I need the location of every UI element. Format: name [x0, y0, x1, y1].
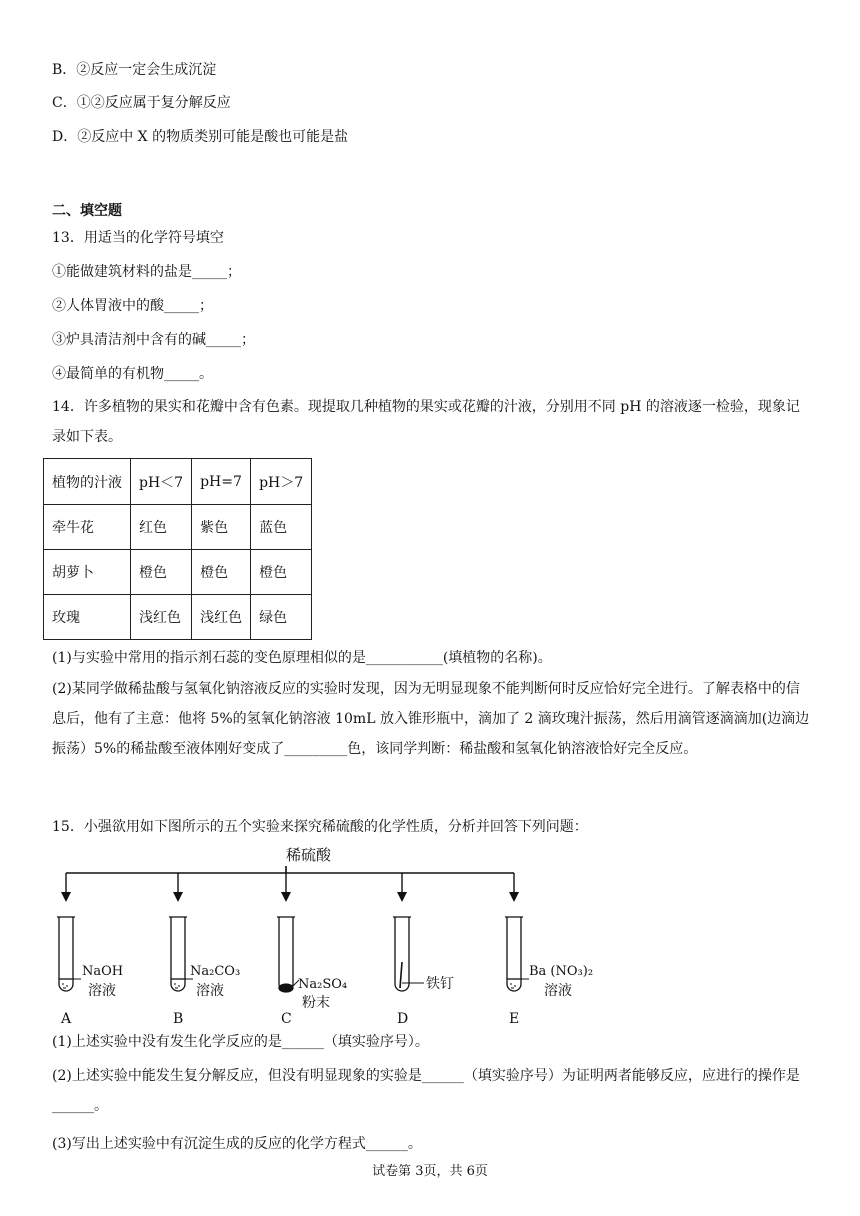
q13-stem: 13．用适当的化学符号填空 [52, 230, 224, 246]
test-tube-d [393, 917, 424, 991]
table-row [44, 550, 312, 595]
q13-item-3: ③炉具清洁剂中含有的碱_____； [52, 332, 255, 348]
tube-c-label-2: 粉末 [302, 995, 330, 1011]
test-tube-b [169, 917, 193, 991]
q14-sub1: (1)与实验中常用的指示剂石蕊的变色原理相似的是___________(填植物的名称)。 [52, 650, 552, 666]
test-tube-e [505, 917, 529, 991]
table-header: 植物的汁液 [44, 459, 131, 505]
table-header: pH=7 [192, 459, 251, 505]
table-cell: 浅红色 [192, 595, 251, 640]
q13-item-1: ①能做建筑材料的盐是_____； [52, 264, 241, 280]
table-cell: 橙色 [251, 550, 312, 595]
tube-b-label-1: Na₂CO₃ [190, 964, 241, 979]
q13-item-2: ②人体胃液中的酸_____； [52, 298, 213, 314]
table-cell: 绿色 [251, 595, 312, 640]
tube-a-label-2: 溶液 [88, 983, 116, 999]
tube-e-label-1: Ba (NO₃)₂ [529, 964, 594, 979]
q15-stem: 15．小强欲用如下图所示的五个实验来探究稀硫酸的化学性质，分析并回答下列问题： [52, 819, 588, 835]
test-tube-c [277, 917, 299, 992]
tube-a-label-1: NaOH [82, 964, 124, 979]
q14-sub2: (2)某同学做稀盐酸与氢氧化钠溶液反应的实验时发现，因为无明显现象不能判断何时反应恰好完全进行。了解表格中的信息后，他有了主意：他将 5%的氢氧化钠溶液 10mL 放入锥形瓶中，滴加了 2 滴玫瑰汁振荡，然后用滴管逐滴滴加(边滴边振荡）5%的稀盐酸至液体刚好变成了_________色，该同学判断：稀盐酸和氢氧化钠溶液恰好完全反应。 [52, 681, 810, 757]
q13-item-4: ④最简单的有机物_____。 [52, 366, 213, 382]
option-d: D．②反应中 X 的物质类别可能是酸也可能是盐 [52, 129, 349, 145]
tube-a-letter: A [61, 1011, 72, 1027]
table-cell: 蓝色 [251, 505, 312, 550]
tube-b-label-2: 溶液 [196, 983, 224, 999]
table-cell: 牵牛花 [44, 505, 131, 550]
table-row [44, 505, 312, 550]
table-header-row [44, 459, 312, 505]
table-cell: 浅红色 [131, 595, 192, 640]
tube-e-label-2: 溶液 [544, 983, 572, 999]
q15-sub1: (1)上述实验中没有发生化学反应的是______（填实验序号）。 [52, 1034, 429, 1050]
section-title: 二、填空题 [52, 203, 122, 219]
arrow-lines [66, 866, 514, 894]
tube-b-letter: B [173, 1011, 184, 1027]
reagent-label: 稀硫酸 [286, 846, 332, 864]
tube-c-letter: C [281, 1011, 292, 1027]
table-cell: 胡萝卜 [44, 550, 131, 595]
tube-d-label-1: 铁钉 [426, 976, 454, 992]
tube-d-letter: D [397, 1011, 409, 1027]
table-header: pH＞7 [251, 459, 312, 505]
table-cell: 红色 [131, 505, 192, 550]
indicator-table [43, 458, 312, 640]
table-cell: 玫瑰 [44, 595, 131, 640]
tube-e-letter: E [509, 1011, 520, 1027]
page-footer: 试卷第 3页，共 6页 [372, 1164, 488, 1179]
q14-stem: 14．许多植物的果实和花瓣中含有色素。现提取几种植物的果实或花瓣的汁液，分别用不同 pH 的溶液逐一检验，现象记录如下表。 [52, 399, 800, 445]
table-header: pH＜7 [131, 459, 192, 505]
arrow-heads [61, 892, 519, 902]
experiment-figure [44, 842, 604, 1032]
table-cell: 橙色 [131, 550, 192, 595]
test-tube-a [57, 917, 81, 991]
table-cell: 橙色 [192, 550, 251, 595]
tube-c-label-1: Na₂SO₄ [298, 977, 348, 992]
q15-sub2: (2)上述实验中能发生复分解反应，但没有明显现象的实验是______（填实验序号）为证明两者能够反应，应进行的操作是______。 [52, 1068, 800, 1114]
table-cell: 紫色 [192, 505, 251, 550]
q15-sub3: (3)写出上述实验中有沉淀生成的反应的化学方程式______。 [52, 1136, 422, 1152]
option-c: C．①②反应属于复分解反应 [52, 95, 231, 111]
option-b: B．②反应一定会生成沉淀 [52, 62, 217, 78]
table-row [44, 595, 312, 640]
